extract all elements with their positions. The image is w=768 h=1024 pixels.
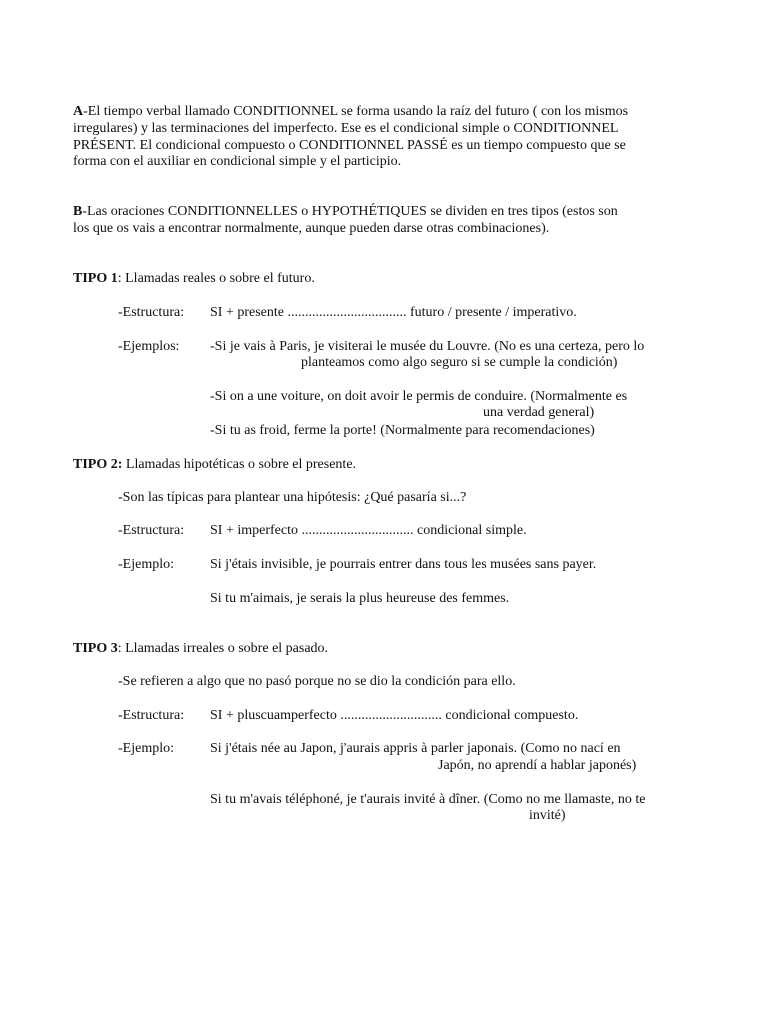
tipo1-estructura-label: -Estructura: — [118, 305, 185, 320]
tipo3-heading: TIPO 3 — [73, 641, 118, 656]
tipo1-example3: -Si tu as froid, ferme la porte! (Normalmente para recomendaciones) — [210, 423, 595, 438]
section-a-letter: A — [73, 104, 84, 119]
tipo3-estructura: SI + pluscuamperfecto ............................. condicional compuesto. — [210, 708, 579, 723]
section-a-line-1 — [73, 103, 628, 120]
tipo3-description: : Llamadas irreales o sobre el pasado. — [117, 641, 329, 656]
tipo3-example1-line1: Si j'étais née au Japon, j'aurais appris à parler japonais. (Como no nací en — [210, 741, 621, 756]
section-a-text: -El tiempo verbal llamado CONDITIONNEL se forma usando la raíz del futuro ( con los mismos — [83, 104, 629, 119]
tipo2-example1: Si j'étais invisible, je pourrais entrer dans tous les musées sans payer. — [210, 557, 597, 572]
tipo2-example2: Si tu m'aimais, je serais la plus heureuse des femmes. — [210, 591, 510, 606]
tipo3-intro: -Se refieren a algo que no pasó porque no se dio la condición para ello. — [118, 674, 516, 689]
tipo1-estructura: SI + presente .................................. futuro / presente / imperativo. — [210, 305, 577, 320]
section-a-line-3: PRÉSENT. El condicional compuesto o CONDITIONNEL PASSÉ es un tiempo compuesto que se — [73, 138, 626, 153]
tipo2-estructura-label: -Estructura: — [118, 523, 185, 538]
tipo1-description: : Llamadas reales o sobre el futuro. — [117, 271, 315, 286]
tipo1-example2-line2: una verdad general) — [483, 405, 595, 420]
tipo1-example1-line2: planteamos como algo seguro si se cumple la condición) — [301, 355, 618, 370]
tipo3-ejemplo-label: -Ejemplo: — [118, 741, 174, 756]
tipo1-ejemplos-label: -Ejemplos: — [118, 339, 180, 354]
section-a-line-2: irregulares) y las terminaciones del imperfecto. Ese es el condicional simple o CONDITIONNEL — [73, 121, 619, 136]
tipo3-example1-line2: Japón, no aprendí a hablar japonés) — [438, 758, 637, 773]
tipo2-intro: -Son las típicas para plantear una hipótesis: ¿Qué pasaría si...? — [118, 490, 467, 505]
section-b-text: -Las oraciones CONDITIONNELLES o HYPOTHÉTIQUES se dividen en tres tipos (estos son — [82, 204, 618, 219]
section-a-line-4: forma con el auxiliar en condicional simple y el participio. — [73, 154, 402, 169]
section-b-letter: B — [73, 204, 83, 219]
tipo2-heading-line — [73, 456, 356, 473]
section-b-line-1 — [73, 203, 618, 220]
section-b-line-2: los que os vais a encontrar normalmente, aunque pueden darse otras combinaciones). — [73, 221, 550, 236]
tipo2-heading: TIPO 2: — [73, 457, 123, 472]
tipo1-example2-line1: -Si on a une voiture, on doit avoir le permis de conduire. (Normalmente es — [210, 389, 628, 404]
tipo1-heading: TIPO 1 — [73, 271, 118, 286]
tipo2-ejemplo-label: -Ejemplo: — [118, 557, 174, 572]
tipo3-estructura-label: -Estructura: — [118, 708, 185, 723]
tipo3-heading-line — [73, 640, 328, 657]
tipo2-estructura: SI + imperfecto ................................ condicional simple. — [210, 523, 527, 538]
tipo1-example1-line1: -Si je vais à Paris, je visiterai le musée du Louvre. (No es una certeza, pero lo — [210, 339, 645, 354]
tipo3-example2-line2: invité) — [529, 808, 566, 823]
tipo3-example2-line1: Si tu m'avais téléphoné, je t'aurais invité à dîner. (Como no me llamaste, no te — [210, 792, 646, 807]
tipo1-heading-line — [73, 270, 315, 287]
tipo2-description: Llamadas hipotéticas o sobre el presente. — [122, 457, 357, 472]
